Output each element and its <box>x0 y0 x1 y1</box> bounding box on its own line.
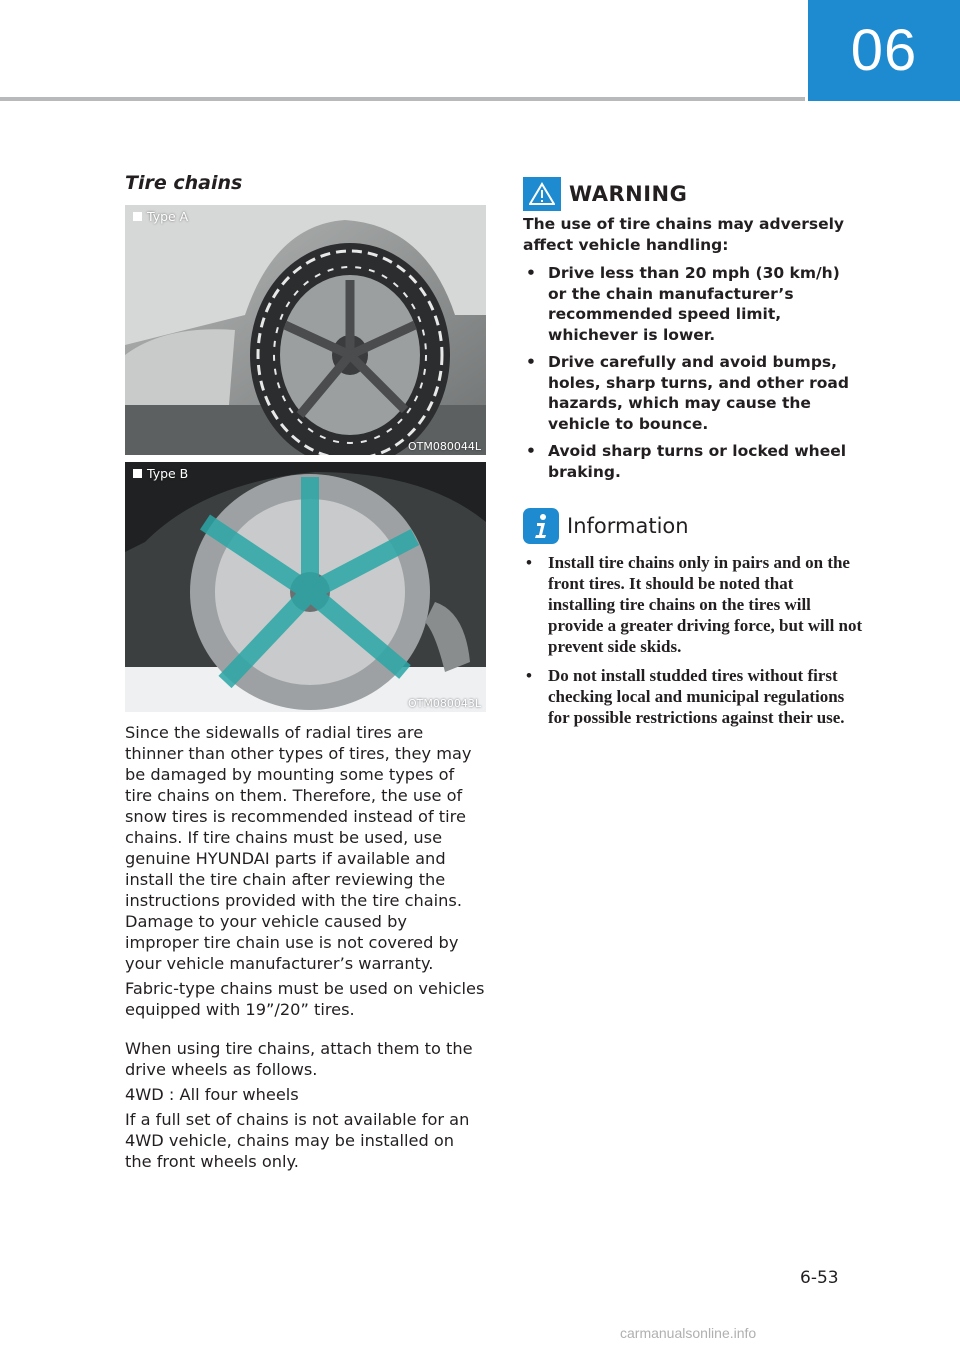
list-item: • Avoid sharp turns or locked wheel braking. <box>526 442 847 481</box>
body-text <box>125 722 485 1176</box>
right-column <box>523 178 863 736</box>
warning-header <box>523 178 863 210</box>
body-paragraph: If a full set of chains is not available for an 4WD vehicle, chains may be installed on the front wheels only. <box>125 1110 470 1171</box>
square-bullet-icon <box>133 212 142 221</box>
information-header <box>523 510 863 542</box>
information-item-text: Do not install studded tires without first checking local and municipal regulations for possible restrictions against their use. <box>548 666 845 727</box>
list-item: • Do not install studded tires without first checking local and municipal regulations for possible restrictions against their use. <box>526 666 845 727</box>
figure-code: OTM080043L <box>408 697 481 710</box>
information-item-text: Install tire chains only in pairs and on the front tires. It should be noted that installing tire chains on the tires will provide a greater driving force, but will not prevent side skids. <box>548 553 863 656</box>
figure-type-b <box>125 462 486 712</box>
warning-intro: The use of tire chains may adversely affect vehicle handling: <box>523 215 845 254</box>
watermark: carmanualsonline.info <box>620 1325 757 1341</box>
square-bullet-icon <box>133 469 142 478</box>
body-paragraph: Fabric-type chains must be used on vehicles equipped with 19”/20” tires. <box>125 979 485 1019</box>
page-number: 6-53 <box>800 1268 839 1288</box>
chapter-tab: 06 <box>808 0 960 101</box>
warning-triangle-icon <box>523 177 561 211</box>
info-i-icon <box>523 508 559 544</box>
body-paragraph: 4WD : All four wheels <box>125 1085 299 1104</box>
warning-body <box>523 214 863 482</box>
warning-item-text: Drive less than 20 mph (30 km/h) or the chain manufacturer’s recommended speed limit, whichever is lower. <box>548 264 840 344</box>
information-title: Information <box>567 514 689 538</box>
list-item: • Install tire chains only in pairs and on the front tires. It should be noted that installing tire chains on the tires will provide a greater driving force, but will not prevent side skids. <box>526 553 863 656</box>
warning-item-text: Drive carefully and avoid bumps, holes, sharp turns, and other road hazards, which may cause the vehicle to bounce. <box>548 353 849 433</box>
figure-label <box>133 466 188 481</box>
figure-label-text: Type B <box>147 466 189 481</box>
tire-chain-type-a-illustration <box>125 205 486 455</box>
figure-label-text: Type A <box>147 209 189 224</box>
body-paragraph: Since the sidewalls of radial tires are thinner than other types of tires, they may be damaged by mounting some types of tire chains on them. Therefore, the use of snow tires is recommended instead of tire chains. If tire chains must be used, use genuine HYUNDAI parts if available and install the tire chain after reviewing the instructions provided with the tire chains. Damage to your vehicle caused by improper tire chain use is not covered by your vehicle manufacturer’s warranty. <box>125 723 472 973</box>
tire-chain-type-b-illustration <box>125 462 486 712</box>
warning-item-text: Avoid sharp turns or locked wheel braking. <box>548 442 847 481</box>
warning-list <box>523 263 863 482</box>
section-title: Tire chains <box>125 172 243 194</box>
information-block <box>523 510 863 728</box>
figure-code: OTM080044L <box>408 440 481 453</box>
figure-type-a <box>125 205 486 455</box>
body-paragraph: When using tire chains, attach them to the drive wheels as follows. <box>125 1039 473 1079</box>
warning-title: WARNING <box>569 182 688 206</box>
header-rule <box>0 97 805 101</box>
list-item: • Drive less than 20 mph (30 km/h) or the chain manufacturer’s recommended speed limit, whichever is lower. <box>526 264 840 344</box>
list-item: • Drive carefully and avoid bumps, holes, sharp turns, and other road hazards, which may cause the vehicle to bounce. <box>526 353 849 433</box>
information-list <box>523 552 863 728</box>
figure-label <box>133 209 188 224</box>
